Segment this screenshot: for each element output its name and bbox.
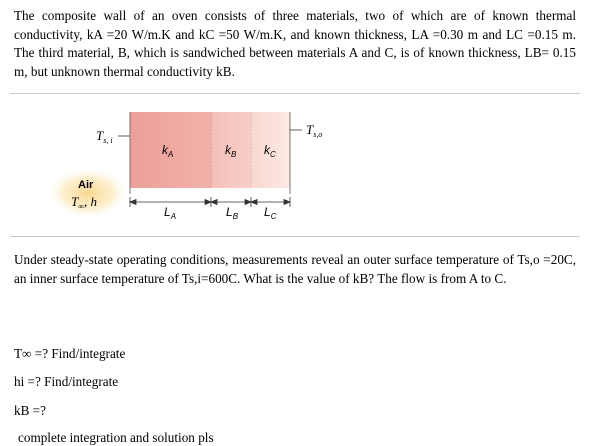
l-a-label: $L_A$ [164, 205, 177, 221]
air-region [46, 167, 130, 219]
air-label: Air [78, 179, 94, 191]
ts-outer-label: $T_{s,o}$ [306, 122, 323, 139]
l-c-label: $L_C$ [264, 205, 277, 221]
k-c-label: $k_C$ [264, 143, 276, 159]
question-kb: kB =? [14, 403, 46, 418]
problem-intro-text: The composite wall of an oven consists of three materials, two of which are of known thermal conductivity, kA =20 W/m.K and kC =50 W/m.K, and known thickness, LA =0.30 m and LC =0.15 m. The third material, B, which is sandwiched between materials A and C, is of known thickness, LB= 0.15 m, but unknown thermal conductivity kB. [14, 8, 576, 79]
divider-middle [10, 236, 580, 237]
question-h: hi =? Find/integrate [14, 374, 119, 389]
request-note: complete integration and solution pls [18, 430, 214, 445]
k-b-label: $k_B$ [225, 143, 237, 159]
ts-inner-label: $T_{s, i}$ [96, 128, 113, 145]
composite-wall-figure [0, 94, 593, 236]
conditions-text: Under steady-state operating conditions, measurements reveal an outer surface temperature of Ts,o =20C, an inner surface temperature of Ts,i=600C. What is the value of kB? The flow is from A to C. [14, 252, 576, 286]
l-b-label: $L_B$ [226, 205, 239, 221]
t-infinity-label: $T_\infty$, h [71, 194, 97, 211]
question-t-infinity: T∞ =? Find/integrate [14, 346, 126, 361]
k-a-label: $k_A$ [162, 143, 174, 159]
